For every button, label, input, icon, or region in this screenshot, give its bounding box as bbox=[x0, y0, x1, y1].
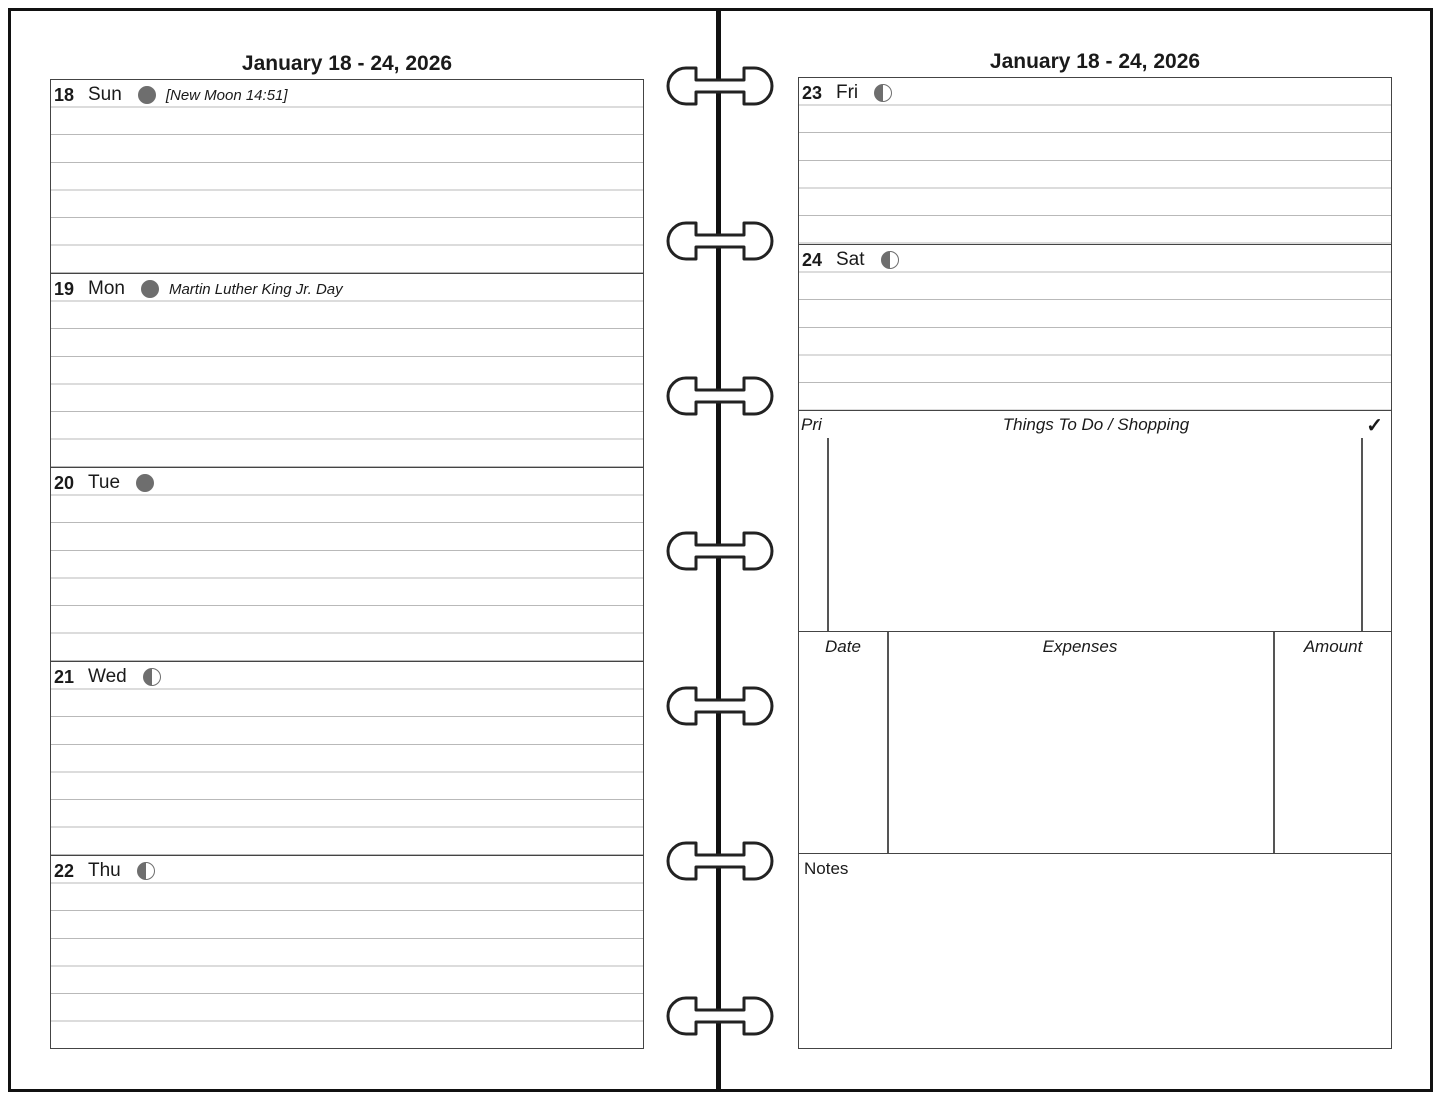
day-number: 23 bbox=[802, 82, 823, 103]
half-moon-icon bbox=[137, 862, 155, 880]
day-number: 18 bbox=[54, 84, 75, 105]
expenses-amount-label: Amount bbox=[1303, 637, 1363, 656]
todo-priority-label: Pri bbox=[801, 415, 822, 434]
day-note: [New Moon 14:51] bbox=[165, 86, 288, 104]
binder-ring-icon bbox=[666, 994, 774, 1038]
binder-ring-icon bbox=[666, 64, 774, 108]
todo-title: Things To Do / Shopping bbox=[1002, 415, 1190, 434]
notes-section[interactable] bbox=[798, 853, 1392, 1049]
day-note: Martin Luther King Jr. Day bbox=[168, 280, 343, 298]
half-moon-icon bbox=[143, 668, 161, 686]
day-name: Wed bbox=[88, 666, 127, 687]
half-moon-icon bbox=[874, 84, 892, 102]
full-moon-icon bbox=[141, 280, 159, 298]
right-page-title: January 18 - 24, 2026 bbox=[989, 50, 1201, 73]
todo-check-divider bbox=[1361, 438, 1363, 632]
expenses-title: Expenses bbox=[1042, 637, 1118, 656]
day-box-sun[interactable] bbox=[50, 79, 644, 274]
todo-priority-divider bbox=[827, 438, 829, 632]
day-box-wed[interactable] bbox=[50, 661, 644, 856]
expenses-date-divider bbox=[887, 632, 889, 854]
notes-label: Notes bbox=[804, 859, 849, 878]
expenses-amount-divider bbox=[1273, 632, 1275, 854]
day-number: 24 bbox=[802, 249, 823, 270]
expenses-section[interactable] bbox=[798, 631, 1392, 854]
expenses-date-label: Date bbox=[825, 637, 861, 656]
day-number: 20 bbox=[54, 472, 75, 493]
day-box-sat[interactable] bbox=[798, 244, 1392, 411]
day-box-thu[interactable] bbox=[50, 855, 644, 1049]
day-name: Sat bbox=[836, 249, 865, 270]
day-name: Mon bbox=[88, 278, 125, 299]
binder-ring-icon bbox=[666, 839, 774, 883]
full-moon-icon bbox=[136, 474, 154, 492]
day-box-tue[interactable] bbox=[50, 467, 644, 662]
day-number: 21 bbox=[54, 666, 75, 687]
binder-ring-icon bbox=[666, 219, 774, 263]
binder-ring-icon bbox=[666, 374, 774, 418]
day-box-fri[interactable] bbox=[798, 77, 1392, 245]
binder-ring-icon bbox=[666, 684, 774, 728]
day-number: 22 bbox=[54, 860, 75, 881]
half-moon-icon bbox=[881, 251, 899, 269]
day-name: Thu bbox=[88, 860, 121, 881]
left-page-title: January 18 - 24, 2026 bbox=[241, 52, 453, 75]
day-box-mon[interactable] bbox=[50, 273, 644, 468]
day-name: Tue bbox=[88, 472, 121, 493]
day-name: Sun bbox=[88, 84, 122, 105]
day-number: 19 bbox=[54, 278, 75, 299]
day-name: Fri bbox=[836, 82, 859, 103]
binder-ring-icon bbox=[666, 529, 774, 573]
todo-section[interactable] bbox=[798, 410, 1392, 632]
full-moon-icon bbox=[138, 86, 156, 104]
check-icon: ✓ bbox=[1366, 415, 1383, 437]
